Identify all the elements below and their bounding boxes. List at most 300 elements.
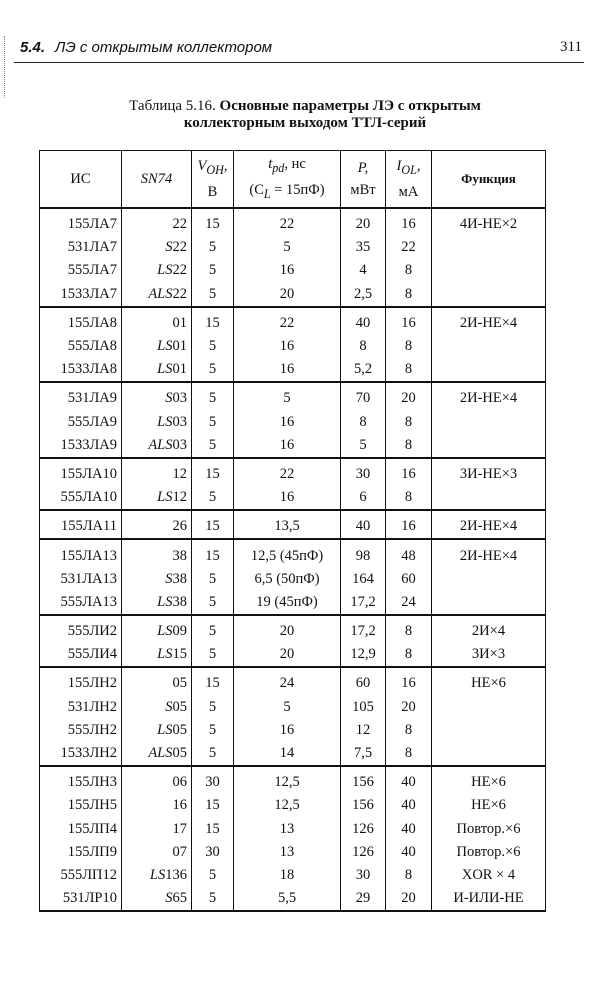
- cell-ic: 531ЛН2: [40, 696, 122, 719]
- table-row: [40, 539, 546, 567]
- p-symbol: P,: [357, 160, 369, 176]
- cell-sn74-number: 65: [172, 890, 187, 907]
- cell-p: 98: [341, 539, 386, 567]
- table-row: [40, 887, 546, 911]
- cell-iol: 16: [386, 307, 432, 335]
- cell-tpd: 5,5: [234, 887, 341, 911]
- cell-sn74-number: 01: [172, 338, 187, 355]
- cell-tpd: 12,5: [234, 766, 341, 794]
- cell-p: 40: [341, 510, 386, 539]
- cell-function: 2И-НЕ×4: [432, 307, 546, 335]
- cell-sn74: [122, 236, 192, 259]
- cell-iol: 40: [386, 766, 432, 794]
- cell-iol: 60: [386, 568, 432, 591]
- cell-sn74-prefix: LS: [157, 262, 173, 279]
- running-header: [14, 36, 584, 63]
- cell-sn74-number: 06: [172, 774, 187, 791]
- table-row: [40, 742, 546, 766]
- cell-sn74: [122, 358, 192, 382]
- cell-ic: 555ЛИ4: [40, 643, 122, 667]
- cell-sn74: [122, 887, 192, 911]
- cell-tpd: 14: [234, 742, 341, 766]
- cell-iol: 40: [386, 841, 432, 864]
- cell-p: 2,5: [341, 283, 386, 307]
- cell-function: [432, 719, 546, 742]
- cell-sn74: [122, 458, 192, 486]
- cell-iol: 8: [386, 864, 432, 887]
- cell-tpd: 12,5 (45пФ): [234, 539, 341, 567]
- cell-sn74-number: 03: [172, 390, 187, 407]
- table-row: [40, 615, 546, 643]
- cell-function: [432, 591, 546, 615]
- cell-p: 17,2: [341, 591, 386, 615]
- cell-p: 60: [341, 667, 386, 695]
- cell-ic: 555ЛА13: [40, 591, 122, 615]
- cell-sn74-prefix: LS: [157, 646, 173, 663]
- cell-function: 3И×3: [432, 643, 546, 667]
- iol-sub: OL: [401, 162, 417, 177]
- cell-sn74: [122, 208, 192, 236]
- cell-sn74: [122, 510, 192, 539]
- parameters-table: [39, 150, 546, 912]
- cell-p: 70: [341, 382, 386, 410]
- cell-voh: 15: [192, 539, 234, 567]
- cell-sn74-number: 22: [172, 285, 187, 302]
- cell-sn74-number: 15: [172, 646, 187, 663]
- cell-sn74: [122, 382, 192, 410]
- cell-function: [432, 742, 546, 766]
- cell-ic: 531ЛА13: [40, 568, 122, 591]
- cell-sn74-prefix: LS: [157, 361, 173, 378]
- cell-p: 12: [341, 719, 386, 742]
- cell-iol: 8: [386, 742, 432, 766]
- cell-voh: 5: [192, 696, 234, 719]
- cell-iol: 16: [386, 458, 432, 486]
- table-row: [40, 667, 546, 695]
- cell-iol: 48: [386, 539, 432, 567]
- iol-symbol: I: [396, 158, 402, 175]
- cell-p: 17,2: [341, 615, 386, 643]
- cell-function: Повтор.×6: [432, 841, 546, 864]
- cell-ic: 155ЛА13: [40, 539, 122, 567]
- table-body: [40, 208, 546, 911]
- cell-tpd: 16: [234, 719, 341, 742]
- cell-tpd: 13: [234, 818, 341, 841]
- col-header-function: Функция: [432, 151, 546, 209]
- cell-tpd: 20: [234, 643, 341, 667]
- cell-sn74-number: 136: [165, 866, 187, 883]
- cell-tpd: 19 (45пФ): [234, 591, 341, 615]
- cell-sn74-number: 09: [172, 623, 187, 640]
- cell-sn74: [122, 643, 192, 667]
- table-row: [40, 208, 546, 236]
- cell-voh: 15: [192, 818, 234, 841]
- cell-p: 126: [341, 818, 386, 841]
- cell-iol: 22: [386, 236, 432, 259]
- col-header-tpd: [234, 151, 341, 209]
- cell-function: [432, 358, 546, 382]
- table-caption-label: Таблица 5.16.: [129, 98, 216, 114]
- cell-function: 3И-НЕ×3: [432, 458, 546, 486]
- cell-function: [432, 335, 546, 358]
- cell-ic: 155ЛА10: [40, 458, 122, 486]
- cell-voh: 15: [192, 307, 234, 335]
- cell-tpd: 16: [234, 486, 341, 510]
- cell-p: 4: [341, 259, 386, 282]
- cell-iol: 24: [386, 591, 432, 615]
- cell-voh: 5: [192, 382, 234, 410]
- cell-ic: 555ЛН2: [40, 719, 122, 742]
- cell-voh: 5: [192, 236, 234, 259]
- table-row: [40, 766, 546, 794]
- cell-voh: 5: [192, 259, 234, 282]
- cell-tpd: 13,5: [234, 510, 341, 539]
- cell-function: 2И-НЕ×4: [432, 510, 546, 539]
- table-row: [40, 841, 546, 864]
- cell-sn74: [122, 335, 192, 358]
- tpd-cond: (C: [249, 182, 264, 198]
- cell-p: 12,9: [341, 643, 386, 667]
- cell-sn74: [122, 794, 192, 817]
- cell-voh: 5: [192, 719, 234, 742]
- cell-iol: 8: [386, 615, 432, 643]
- cell-iol: 16: [386, 208, 432, 236]
- cell-iol: 20: [386, 382, 432, 410]
- cell-sn74: [122, 615, 192, 643]
- cell-sn74-number: 01: [172, 361, 187, 378]
- cell-ic: 155ЛА11: [40, 510, 122, 539]
- cell-sn74-prefix: S: [165, 890, 173, 907]
- cell-sn74-prefix: LS: [157, 623, 173, 640]
- col-header-sn74-text: SN74: [140, 171, 173, 187]
- cell-sn74-number: 22: [172, 216, 187, 233]
- cell-voh: 5: [192, 742, 234, 766]
- cell-function: НЕ×6: [432, 794, 546, 817]
- voh-symbol: V: [197, 158, 207, 175]
- cell-sn74-number: 38: [172, 593, 187, 610]
- cell-iol: 8: [386, 259, 432, 282]
- tpd-sub: pd: [272, 161, 285, 175]
- p-unit: мВт: [350, 182, 376, 198]
- cell-sn74: [122, 719, 192, 742]
- cell-ic: 155ЛП4: [40, 818, 122, 841]
- cell-tpd: 22: [234, 307, 341, 335]
- cell-sn74-prefix: LS: [157, 721, 173, 738]
- cell-ic: 155ЛП9: [40, 841, 122, 864]
- table-row: [40, 382, 546, 410]
- cell-sn74-prefix: ALS: [148, 285, 173, 302]
- cell-ic: 155ЛН2: [40, 667, 122, 695]
- cell-ic: 155ЛА8: [40, 307, 122, 335]
- cell-function: [432, 236, 546, 259]
- cell-voh: 15: [192, 794, 234, 817]
- cell-p: 30: [341, 458, 386, 486]
- tpd-cond-val: = 15пФ): [270, 182, 325, 198]
- cell-sn74-number: 38: [172, 570, 187, 587]
- cell-voh: 5: [192, 434, 234, 458]
- cell-tpd: 18: [234, 864, 341, 887]
- cell-sn74: [122, 307, 192, 335]
- table-row: [40, 568, 546, 591]
- cell-iol: 8: [386, 358, 432, 382]
- cell-voh: 30: [192, 841, 234, 864]
- cell-ic: 555ЛА10: [40, 486, 122, 510]
- table-row: [40, 864, 546, 887]
- table-row: [40, 510, 546, 539]
- cell-sn74-number: 07: [172, 843, 187, 860]
- cell-sn74: [122, 283, 192, 307]
- table-row: [40, 307, 546, 335]
- cell-function: [432, 411, 546, 434]
- cell-voh: 15: [192, 667, 234, 695]
- cell-ic: 531ЛА9: [40, 382, 122, 410]
- cell-sn74: [122, 667, 192, 695]
- cell-iol: 8: [386, 434, 432, 458]
- cell-tpd: 24: [234, 667, 341, 695]
- cell-sn74-prefix: S: [165, 390, 173, 407]
- table-caption-line1: Основные параметры ЛЭ с открытым: [219, 98, 481, 114]
- cell-sn74-prefix: ALS: [148, 745, 173, 762]
- section-title: ЛЭ с открытым коллектором: [55, 39, 273, 56]
- cell-sn74-prefix: LS: [157, 413, 173, 430]
- cell-p: 20: [341, 208, 386, 236]
- cell-iol: 8: [386, 411, 432, 434]
- cell-sn74: [122, 766, 192, 794]
- col-header-voh: $V_{OH}$, В: [192, 151, 234, 209]
- cell-tpd: 5: [234, 236, 341, 259]
- cell-sn74-prefix: S: [165, 698, 173, 715]
- cell-function: НЕ×6: [432, 766, 546, 794]
- cell-function: 2И-НЕ×4: [432, 539, 546, 567]
- cell-ic: 531ЛР10: [40, 887, 122, 911]
- cell-function: [432, 283, 546, 307]
- cell-p: 7,5: [341, 742, 386, 766]
- table-row: [40, 696, 546, 719]
- cell-sn74: [122, 568, 192, 591]
- tpd-symbol: t: [268, 156, 273, 173]
- cell-p: 40: [341, 307, 386, 335]
- cell-ic: 1533ЛН2: [40, 742, 122, 766]
- cell-sn74-number: 22: [172, 239, 187, 256]
- cell-iol: 40: [386, 818, 432, 841]
- cell-tpd: 20: [234, 283, 341, 307]
- cell-voh: 5: [192, 643, 234, 667]
- cell-p: 6: [341, 486, 386, 510]
- cell-voh: 5: [192, 283, 234, 307]
- cell-voh: 5: [192, 568, 234, 591]
- cell-sn74-number: 05: [172, 675, 187, 692]
- cell-voh: 15: [192, 458, 234, 486]
- cell-tpd: 22: [234, 458, 341, 486]
- table-row: [40, 411, 546, 434]
- cell-sn74: [122, 841, 192, 864]
- cell-p: 8: [341, 335, 386, 358]
- cell-voh: 5: [192, 335, 234, 358]
- cell-ic: 555ЛА9: [40, 411, 122, 434]
- cell-iol: 8: [386, 719, 432, 742]
- table-row: [40, 259, 546, 282]
- cell-iol: 8: [386, 283, 432, 307]
- cell-iol: 16: [386, 510, 432, 539]
- col-header-iol: $I_{OL}$, мА: [386, 151, 432, 209]
- table-row: [40, 335, 546, 358]
- cell-function: И-ИЛИ-НЕ: [432, 887, 546, 911]
- col-header-ic: ИС: [40, 151, 122, 209]
- cell-voh: 30: [192, 766, 234, 794]
- cell-p: 156: [341, 766, 386, 794]
- cell-ic: 531ЛА7: [40, 236, 122, 259]
- cell-sn74-number: 03: [172, 436, 187, 453]
- cell-tpd: 20: [234, 615, 341, 643]
- cell-tpd: 16: [234, 335, 341, 358]
- cell-ic: 155ЛН3: [40, 766, 122, 794]
- cell-sn74-number: 38: [172, 547, 187, 564]
- table-row: [40, 719, 546, 742]
- cell-p: 5: [341, 434, 386, 458]
- cell-tpd: 12,5: [234, 794, 341, 817]
- cell-tpd: 5: [234, 696, 341, 719]
- cell-iol: 8: [386, 486, 432, 510]
- col-header-sn74: [122, 151, 192, 209]
- cell-tpd: 13: [234, 841, 341, 864]
- cell-iol: 8: [386, 643, 432, 667]
- cell-ic: 555ЛА7: [40, 259, 122, 282]
- cell-tpd: 16: [234, 358, 341, 382]
- table-row: [40, 358, 546, 382]
- cell-sn74-prefix: LS: [157, 338, 173, 355]
- cell-sn74-number: 16: [172, 797, 187, 814]
- cell-sn74: [122, 434, 192, 458]
- table-row: [40, 486, 546, 510]
- cell-iol: 40: [386, 794, 432, 817]
- cell-sn74: [122, 591, 192, 615]
- section-number: 5.4.: [20, 39, 46, 56]
- cell-p: 164: [341, 568, 386, 591]
- cell-sn74-number: 26: [172, 518, 187, 535]
- cell-sn74-prefix: LS: [157, 489, 173, 506]
- cell-sn74: [122, 411, 192, 434]
- cell-voh: 15: [192, 510, 234, 539]
- cell-sn74-number: 12: [172, 465, 187, 482]
- table-caption: [40, 98, 570, 132]
- cell-p: 29: [341, 887, 386, 911]
- cell-iol: 16: [386, 667, 432, 695]
- cell-function: XOR × 4: [432, 864, 546, 887]
- table-row: [40, 794, 546, 817]
- cell-p: 105: [341, 696, 386, 719]
- page-number: 311: [560, 39, 582, 55]
- cell-sn74: [122, 818, 192, 841]
- tpd-cond-sub: L: [263, 186, 271, 201]
- cell-function: 4И-НЕ×2: [432, 208, 546, 236]
- cell-sn74: [122, 742, 192, 766]
- table-header-row: [40, 151, 546, 209]
- cell-ic: 555ЛИ2: [40, 615, 122, 643]
- cell-ic: 1533ЛА7: [40, 283, 122, 307]
- cell-p: 156: [341, 794, 386, 817]
- cell-sn74-prefix: S: [165, 570, 173, 587]
- cell-sn74-prefix: LS: [157, 593, 173, 610]
- table-row: [40, 236, 546, 259]
- cell-ic: 1533ЛА9: [40, 434, 122, 458]
- cell-voh: 5: [192, 358, 234, 382]
- cell-sn74-prefix: S: [165, 239, 173, 256]
- cell-iol: 20: [386, 696, 432, 719]
- cell-function: 2И-НЕ×4: [432, 382, 546, 410]
- cell-tpd: 16: [234, 259, 341, 282]
- cell-ic: 155ЛН5: [40, 794, 122, 817]
- cell-tpd: 5: [234, 382, 341, 410]
- table-row: [40, 818, 546, 841]
- cell-iol: 20: [386, 887, 432, 911]
- table-row: [40, 283, 546, 307]
- cell-voh: 5: [192, 864, 234, 887]
- margin-mark: [4, 36, 8, 98]
- cell-sn74-number: 05: [172, 745, 187, 762]
- cell-sn74-number: 05: [172, 721, 187, 738]
- cell-sn74-prefix: ALS: [148, 436, 173, 453]
- cell-ic: 155ЛА7: [40, 208, 122, 236]
- cell-function: 2И×4: [432, 615, 546, 643]
- table-row: [40, 434, 546, 458]
- cell-p: 35: [341, 236, 386, 259]
- table-row: [40, 643, 546, 667]
- cell-function: [432, 434, 546, 458]
- cell-sn74: [122, 696, 192, 719]
- cell-sn74-number: 12: [172, 489, 187, 506]
- cell-function: [432, 259, 546, 282]
- cell-ic: 1533ЛА8: [40, 358, 122, 382]
- col-header-p: [341, 151, 386, 209]
- table-row: [40, 591, 546, 615]
- cell-sn74-number: 03: [172, 413, 187, 430]
- cell-tpd: 22: [234, 208, 341, 236]
- cell-p: 8: [341, 411, 386, 434]
- cell-ic: 555ЛП12: [40, 864, 122, 887]
- cell-voh: 5: [192, 411, 234, 434]
- cell-ic: 555ЛА8: [40, 335, 122, 358]
- cell-voh: 5: [192, 591, 234, 615]
- cell-tpd: 6,5 (50пФ): [234, 568, 341, 591]
- cell-sn74: [122, 864, 192, 887]
- cell-p: 126: [341, 841, 386, 864]
- cell-sn74-number: 01: [172, 314, 187, 331]
- cell-function: Повтор.×6: [432, 818, 546, 841]
- cell-function: [432, 696, 546, 719]
- cell-tpd: 16: [234, 411, 341, 434]
- cell-function: НЕ×6: [432, 667, 546, 695]
- cell-function: [432, 568, 546, 591]
- cell-voh: 15: [192, 208, 234, 236]
- cell-sn74-number: 17: [172, 820, 187, 837]
- cell-iol: 8: [386, 335, 432, 358]
- table-caption-line2: коллекторным выходом ТТЛ-серий: [183, 115, 427, 131]
- cell-voh: 5: [192, 486, 234, 510]
- cell-sn74-number: 05: [172, 698, 187, 715]
- cell-function: [432, 486, 546, 510]
- cell-sn74-prefix: LS: [149, 866, 166, 883]
- cell-voh: 5: [192, 887, 234, 911]
- iol-unit: мА: [398, 183, 419, 200]
- cell-tpd: 16: [234, 434, 341, 458]
- table-row: [40, 458, 546, 486]
- running-header-title: [20, 39, 272, 56]
- cell-sn74: [122, 259, 192, 282]
- cell-sn74-number: 22: [172, 262, 187, 279]
- voh-unit: В: [207, 183, 218, 200]
- cell-voh: 5: [192, 615, 234, 643]
- cell-p: 30: [341, 864, 386, 887]
